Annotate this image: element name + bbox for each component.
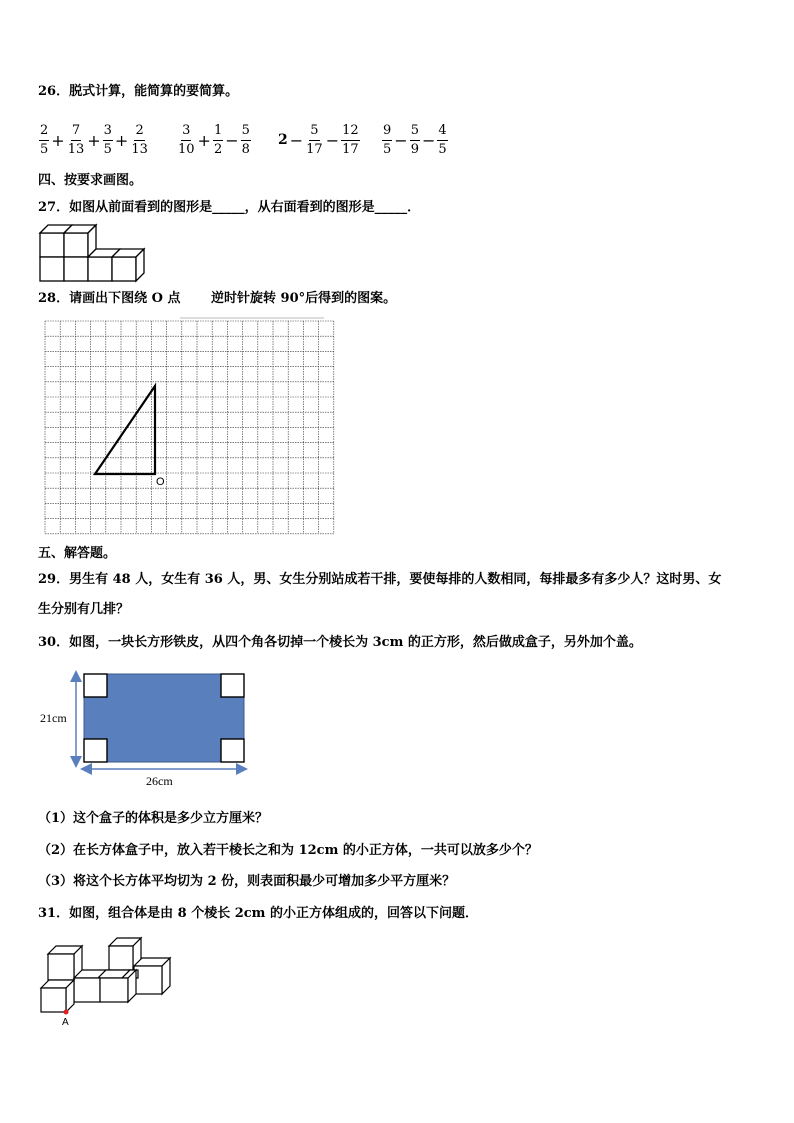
expr-1 <box>38 118 150 162</box>
denominator: 5 <box>383 141 392 157</box>
operator: + <box>197 130 211 150</box>
q27-text: 27．如图从前面看到的图形是_____，从右面看到的图形是_____． <box>38 200 421 215</box>
q29-line2: 生分别有几排？ <box>38 602 130 617</box>
q31-cubes-figure <box>38 930 178 1030</box>
q28-text-part1: 28．请画出下图绕 O 点 <box>38 291 181 306</box>
numerator: 2 <box>39 124 49 141</box>
corner-square-tl <box>84 674 107 697</box>
point-a-label: A <box>62 1017 69 1028</box>
operator: − <box>325 130 340 150</box>
denominator: 17 <box>342 141 359 157</box>
operator: − <box>225 130 239 150</box>
q27-cubes-figure <box>38 222 150 282</box>
section-4-heading: 四、按要求画图。 <box>38 173 143 188</box>
numerator: 12 <box>341 124 360 141</box>
triangle-shape <box>95 386 155 474</box>
q30-sub1: （1）这个盒子的体积是多少立方厘米？ <box>38 811 269 826</box>
fraction <box>305 124 324 157</box>
operator: − <box>289 130 304 150</box>
corner-square-tr <box>221 674 244 697</box>
fraction <box>410 124 420 157</box>
section-5-heading: 五、解答题。 <box>38 546 117 561</box>
height-label: 21cm <box>40 711 67 725</box>
numerator: 3 <box>181 124 191 141</box>
denominator: 17 <box>306 141 323 157</box>
expr-4 <box>381 118 449 162</box>
numerator: 3 <box>103 124 113 141</box>
fraction <box>130 124 149 157</box>
fraction <box>213 124 223 157</box>
numerator: 2 <box>134 124 144 141</box>
operator: + <box>114 130 129 150</box>
q31-title: 31．如图，组合体是由 8 个棱长 2cm 的小正方体组成的，回答以下问题． <box>38 906 478 921</box>
fraction <box>39 124 49 157</box>
denominator: 5 <box>40 141 49 157</box>
operator: + <box>87 130 101 150</box>
denominator: 8 <box>241 141 250 157</box>
q28-text-part2: 逆时针旋转 90°后得到的图案。 <box>211 291 397 306</box>
denominator: 10 <box>178 141 195 157</box>
q26-expressions <box>0 118 794 162</box>
q29-line1: 29．男生有 48 人，女生有 36 人，男、女生分别站成若干排，要使每排的人数相同，每排最多有多少人？这时男、女 <box>38 572 722 587</box>
whole-number: 2 <box>278 132 288 148</box>
numerator: 4 <box>437 124 447 141</box>
fraction <box>103 124 113 157</box>
width-label: 26cm <box>146 774 173 788</box>
q30-sub2: （2）在长方体盒子中，放入若干棱长之和为 12cm 的小正方体，一共可以放多少个？ <box>38 843 538 858</box>
operator: − <box>394 130 408 150</box>
numerator: 7 <box>71 124 81 141</box>
q30-sub3: （3）将这个长方体平均切为 2 份，则表面积最少可增加多少平方厘米？ <box>38 874 456 889</box>
corner-square-br <box>221 739 244 762</box>
numerator: 5 <box>241 124 251 141</box>
numerator: 9 <box>382 124 392 141</box>
denominator: 13 <box>67 141 85 157</box>
fraction <box>241 124 251 157</box>
denominator: 2 <box>213 141 223 157</box>
numerator: 1 <box>213 124 223 141</box>
point-o-label: O <box>156 476 165 488</box>
operator: − <box>421 130 436 150</box>
fraction <box>341 124 360 157</box>
fraction <box>437 124 447 157</box>
corner-square-bl <box>84 739 107 762</box>
q30-title: 30．如图，一块长方形铁皮，从四个角各切掉一个棱长为 3cm 的正方形，然后做成盒子，另外加个盖。 <box>38 635 642 650</box>
fraction <box>67 124 86 157</box>
denominator: 5 <box>438 141 447 157</box>
numerator: 5 <box>410 124 420 141</box>
q26-title: 26．脱式计算，能简算的要简算。 <box>38 84 239 99</box>
expr-3 <box>278 118 361 162</box>
denominator: 5 <box>103 141 112 157</box>
q28-grid-figure <box>40 316 350 538</box>
q30-rectangle-figure <box>38 668 258 790</box>
fraction <box>177 124 196 157</box>
expr-2 <box>176 118 252 162</box>
denominator: 13 <box>131 141 148 157</box>
fraction <box>382 124 392 157</box>
operator: + <box>51 130 65 150</box>
denominator: 9 <box>410 141 419 157</box>
numerator: 5 <box>309 124 319 141</box>
